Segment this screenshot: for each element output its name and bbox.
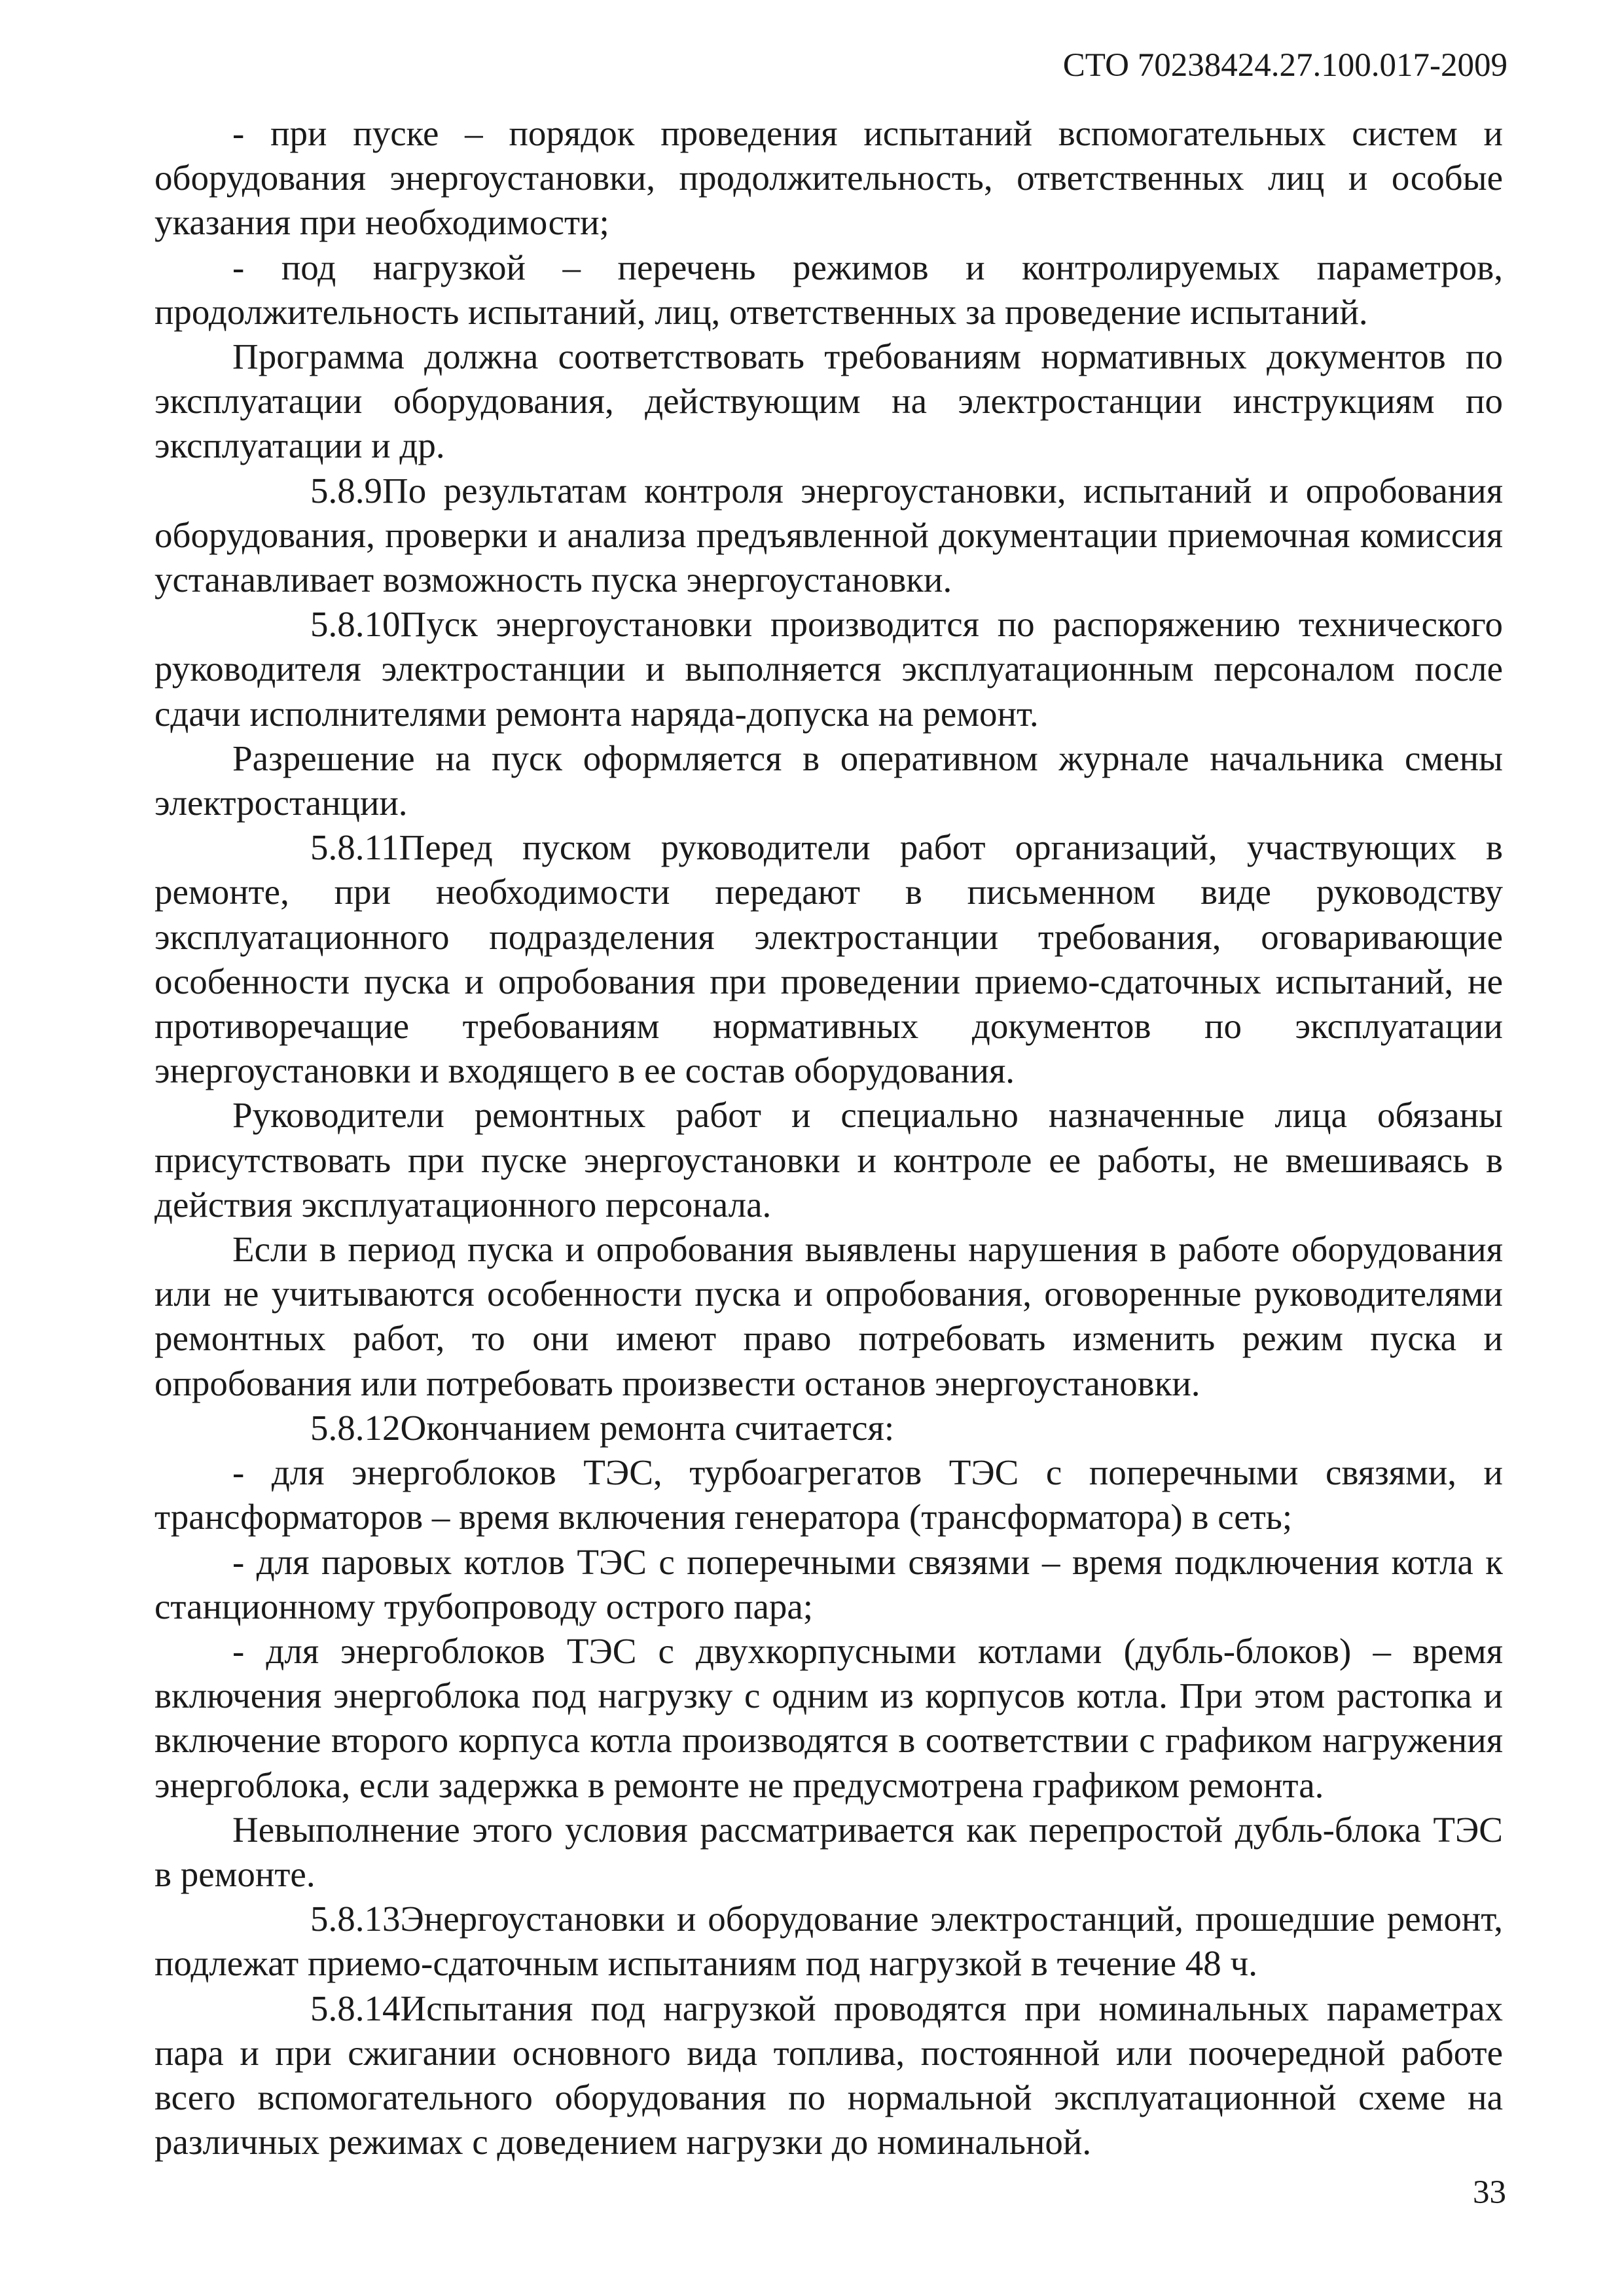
- paragraph: [154, 1629, 1503, 1808]
- clause-paragraph: [154, 602, 1503, 736]
- paragraph: [154, 111, 1503, 245]
- paragraph: [154, 1808, 1503, 1897]
- paragraph: [154, 245, 1503, 334]
- clause-paragraph: [154, 469, 1503, 603]
- clause-number: 5.8.10: [310, 604, 401, 645]
- paragraph-text: Пуск энергоустановки производится по распоряжению технического руководителя электростанции и выполняется эксплуатационным персоналом после сдачи исполнителями ремонта наряда-допуска на ремонт.: [154, 604, 1503, 734]
- paragraph-text: Перед пуском руководители работ организаций, участвующих в ремонте, при необходимости передают в письменном виде руководству эксплуатационного подразделения электростанции требования, оговаривающие особенности пуска и опробования при проведении приемо-сдаточных испытаний, не противоречащие требованиям нормативных документов по эксплуатации энергоустановки и входящего в ее состав оборудования.: [154, 827, 1503, 1091]
- paragraph-text: - под нагрузкой – перечень режимов и контролируемых параметров, продолжительность испытаний, лиц, ответственных за проведение испытаний.: [154, 247, 1503, 332]
- paragraph-text: - для паровых котлов ТЭС с поперечными связями – время подключения котла к станционному трубопроводу острого пара;: [154, 1541, 1503, 1626]
- clause-number: 5.8.12: [310, 1407, 401, 1448]
- paragraph: [154, 1093, 1503, 1227]
- clause-paragraph: [154, 1406, 1503, 1450]
- clause-paragraph: [154, 825, 1503, 1093]
- document-body: [154, 111, 1503, 2164]
- paragraph: [154, 1450, 1503, 1539]
- page-number: 33: [1473, 2174, 1506, 2211]
- clause-paragraph: [154, 1986, 1503, 2165]
- paragraph: [154, 1227, 1503, 1406]
- paragraph-text: Энергоустановки и оборудование электростанций, прошедшие ремонт, подлежат приемо-сдаточным испытаниям под нагрузкой в течение 48 ч.: [154, 1899, 1503, 1984]
- paragraph: [154, 736, 1503, 825]
- clause-number: 5.8.13: [310, 1899, 401, 1939]
- paragraph-text: Программа должна соответствовать требованиям нормативных документов по эксплуатации оборудования, действующим на электростанции инструкциям по эксплуатации и др.: [154, 336, 1503, 466]
- document-code-header: СТО 70238424.27.100.017-2009: [1062, 47, 1507, 84]
- clause-number: 5.8.14: [310, 1988, 401, 2028]
- paragraph-text: Руководители ремонтных работ и специально назначенные лица обязаны присутствовать при пуске энергоустановки и контроле ее работы, не вмешиваясь в действия эксплуатационного персонала.: [154, 1095, 1503, 1225]
- paragraph-text: Окончанием ремонта считается:: [400, 1407, 895, 1448]
- paragraph-text: По результатам контроля энергоустановки, испытаний и опробования оборудования, проверки и анализа предъявленной документации приемочная комиссия устанавливает возможность пуска энергоустановки.: [154, 470, 1503, 600]
- paragraph-text: - для энергоблоков ТЭС, турбоагрегатов ТЭС с поперечными связями, и трансформаторов – время включения генератора (трансформатора) в сеть;: [154, 1452, 1503, 1537]
- clause-number: 5.8.11: [310, 827, 399, 868]
- paragraph-text: - для энергоблоков ТЭС с двухкорпусными котлами (дубль-блоков) – время включения энергоблока под нагрузку с одним из корпусов котла. При этом растопка и включение второго корпуса котла производятся в соответствии с графиком нагружения энергоблока, если задержка в ремонте не предусмотрена графиком ремонта.: [154, 1630, 1503, 1805]
- paragraph-text: Разрешение на пуск оформляется в оперативном журнале начальника смены электростанции.: [154, 738, 1503, 823]
- clause-number: 5.8.9: [310, 470, 382, 511]
- clause-paragraph: [154, 1897, 1503, 1986]
- paragraph: [154, 334, 1503, 469]
- paragraph-text: Испытания под нагрузкой проводятся при номинальных параметрах пара и при сжигании основного вида топлива, постоянной или поочередной работе всего вспомогательного оборудования по нормальной эксплуатационной схеме на различных режимах с доведением нагрузки до номинальной.: [154, 1988, 1503, 2162]
- paragraph-text: - при пуске – порядок проведения испытаний вспомогательных систем и оборудования энергоустановки, продолжительность, ответственных лиц и особые указания при необходимости;: [154, 113, 1503, 243]
- paragraph-text: Если в период пуска и опробования выявлены нарушения в работе оборудования или не учитываются особенности пуска и опробования, оговоренные руководителями ремонтных работ, то они имеют право потребовать изменить режим пуска и опробования или потребовать произвести останов энергоустановки.: [154, 1229, 1503, 1403]
- paragraph: [154, 1540, 1503, 1629]
- paragraph-text: Невыполнение этого условия рассматривается как перепростой дубль-блока ТЭС в ремонте.: [154, 1809, 1503, 1894]
